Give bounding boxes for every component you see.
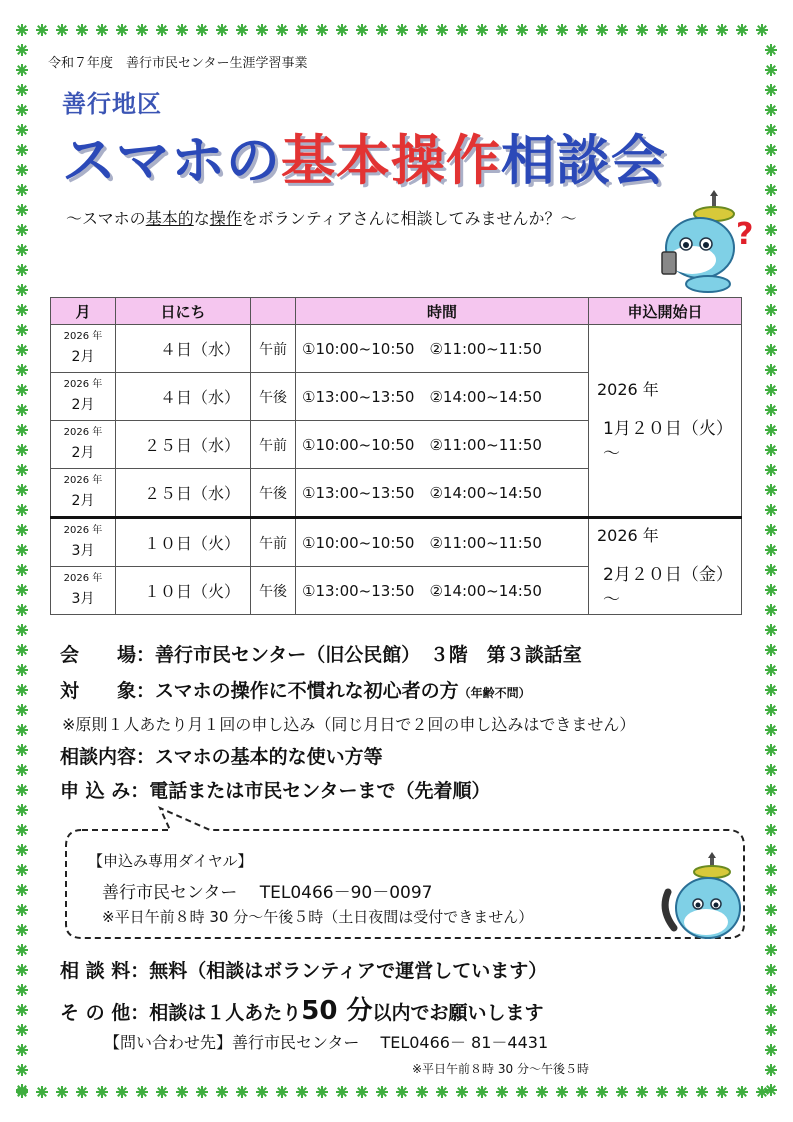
target-line bbox=[60, 676, 531, 703]
border-star-icon bbox=[16, 624, 28, 636]
other-big: 50 分 bbox=[301, 996, 373, 1026]
border-star-icon bbox=[765, 104, 777, 116]
border-star-icon bbox=[16, 984, 28, 996]
border-star-icon bbox=[16, 1024, 28, 1036]
border-star-icon bbox=[376, 1086, 388, 1098]
start-year: 2026 年 bbox=[597, 526, 659, 545]
border-star-icon bbox=[16, 284, 28, 296]
border-star-icon bbox=[356, 1086, 368, 1098]
border-star-icon bbox=[16, 804, 28, 816]
border-star-icon bbox=[16, 844, 28, 856]
ampm-cell: 午前 bbox=[251, 325, 296, 373]
border-star-icon bbox=[16, 404, 28, 416]
border-star-icon bbox=[316, 24, 328, 36]
month-cell bbox=[51, 373, 116, 421]
year-text: 2026 年 bbox=[63, 525, 103, 536]
dial-title: 【申込み専用ダイヤル】 bbox=[88, 852, 253, 870]
border-star-icon bbox=[696, 24, 708, 36]
border-star-icon bbox=[16, 244, 28, 256]
venue-line: 会 場：善行市民センター（旧公民館） ３階 第３談話室 bbox=[60, 644, 582, 666]
border-star-icon bbox=[16, 664, 28, 676]
border-star-icon bbox=[16, 1044, 28, 1056]
content-line: 相談内容：スマホの基本的な使い方等 bbox=[60, 746, 383, 768]
border-star-icon bbox=[296, 1086, 308, 1098]
month-text: 3月 bbox=[71, 591, 95, 607]
border-star-icon bbox=[16, 144, 28, 156]
border-star-icon bbox=[456, 24, 468, 36]
border-star-icon bbox=[536, 24, 548, 36]
border-star-icon bbox=[765, 84, 777, 96]
month-cell bbox=[51, 469, 116, 518]
month-cell bbox=[51, 325, 116, 373]
border-star-icon bbox=[656, 24, 668, 36]
border-star-icon bbox=[765, 424, 777, 436]
border-star-icon bbox=[765, 144, 777, 156]
border-star-icon bbox=[765, 884, 777, 896]
border-star-icon bbox=[476, 1086, 488, 1098]
other-post: 以内でお願いします bbox=[372, 1002, 544, 1024]
border-star-icon bbox=[716, 24, 728, 36]
border-star-icon bbox=[16, 444, 28, 456]
border-star-icon bbox=[596, 24, 608, 36]
border-star-icon bbox=[516, 1086, 528, 1098]
border-star-icon bbox=[156, 24, 168, 36]
border-star-icon bbox=[765, 1024, 777, 1036]
border-star-icon bbox=[765, 564, 777, 576]
border-star-icon bbox=[116, 1086, 128, 1098]
border-star-icon bbox=[596, 1086, 608, 1098]
border-star-icon bbox=[16, 684, 28, 696]
border-star-icon bbox=[56, 24, 68, 36]
border-star-icon bbox=[765, 164, 777, 176]
time-cell: ①10:00~10:50 ②11:00~11:50 bbox=[296, 518, 589, 567]
ampm-cell: 午前 bbox=[251, 518, 296, 567]
border-star-icon bbox=[765, 444, 777, 456]
border-star-icon bbox=[16, 204, 28, 216]
border-star-icon bbox=[116, 24, 128, 36]
border-star-icon bbox=[516, 24, 528, 36]
target-text: 対 象：スマホの操作に不慣れな初心者の方 bbox=[60, 680, 459, 702]
border-star-icon bbox=[616, 1086, 628, 1098]
day-cell: ２５日（水） bbox=[116, 469, 251, 518]
border-star-icon bbox=[765, 224, 777, 236]
border-star-icon bbox=[736, 24, 748, 36]
border-star-icon bbox=[16, 424, 28, 436]
border-star-icon bbox=[765, 124, 777, 136]
border-star-icon bbox=[765, 1084, 777, 1096]
border-star-icon bbox=[16, 524, 28, 536]
border-star-icon bbox=[765, 204, 777, 216]
dial-tel: 善行市民センター TEL0466－90－0097 bbox=[102, 883, 433, 903]
border-star-icon bbox=[765, 924, 777, 936]
border-star-icon bbox=[96, 1086, 108, 1098]
mascot-thinking-illustration bbox=[648, 188, 760, 294]
border-star-icon bbox=[765, 284, 777, 296]
border-star-icon bbox=[16, 564, 28, 576]
border-star-icon bbox=[96, 24, 108, 36]
border-star-icon bbox=[16, 264, 28, 276]
border-star-icon bbox=[765, 704, 777, 716]
day-cell: １０日（火） bbox=[116, 567, 251, 615]
rule-note: ※原則１人あたり月１回の申し込み（同じ月日で２回の申し込みはできません） bbox=[62, 715, 636, 734]
border-star-icon bbox=[616, 24, 628, 36]
border-star-icon bbox=[16, 184, 28, 196]
border-star-icon bbox=[416, 24, 428, 36]
border-star-icon bbox=[765, 724, 777, 736]
subtitle bbox=[66, 206, 576, 229]
border-star-icon bbox=[396, 24, 408, 36]
border-star-icon bbox=[16, 544, 28, 556]
border-star-icon bbox=[765, 1044, 777, 1056]
time-cell: ①13:00~13:50 ②14:00~14:50 bbox=[296, 567, 589, 615]
border-star-icon bbox=[496, 24, 508, 36]
border-star-icon bbox=[336, 1086, 348, 1098]
page-title bbox=[62, 118, 666, 195]
border-star-icon bbox=[736, 1086, 748, 1098]
border-star-icon bbox=[765, 584, 777, 596]
border-star-icon bbox=[765, 344, 777, 356]
border-star-icon bbox=[136, 24, 148, 36]
border-star-icon bbox=[416, 1086, 428, 1098]
border-star-icon bbox=[176, 24, 188, 36]
border-star-icon bbox=[765, 864, 777, 876]
border-star-icon bbox=[156, 1086, 168, 1098]
table-row bbox=[51, 518, 742, 567]
border-star-icon bbox=[765, 744, 777, 756]
title-part-3: 相談会 bbox=[500, 129, 666, 192]
border-star-icon bbox=[765, 824, 777, 836]
month-text: 2月 bbox=[71, 445, 95, 461]
border-star-icon bbox=[16, 704, 28, 716]
day-cell: ４日（水） bbox=[116, 325, 251, 373]
border-star-icon bbox=[336, 24, 348, 36]
border-star-icon bbox=[556, 24, 568, 36]
time-cell: ①13:00~13:50 ②14:00~14:50 bbox=[296, 373, 589, 421]
border-star-icon bbox=[696, 1086, 708, 1098]
border-star-icon bbox=[16, 764, 28, 776]
month-text: 2月 bbox=[71, 493, 95, 509]
month-cell bbox=[51, 518, 116, 567]
border-star-icon bbox=[76, 1086, 88, 1098]
start-date: 1月２０日（火）～ bbox=[603, 419, 733, 464]
border-star-icon bbox=[16, 924, 28, 936]
border-star-icon bbox=[765, 504, 777, 516]
fee-line: 相 談 料：無料（相談はボランティアで運営しています） bbox=[60, 960, 548, 982]
year-text: 2026 年 bbox=[63, 379, 103, 390]
border-star-icon bbox=[16, 464, 28, 476]
subtitle-mid: な bbox=[193, 209, 210, 228]
border-star-icon bbox=[36, 24, 48, 36]
border-star-icon bbox=[765, 404, 777, 416]
border-star-icon bbox=[16, 84, 28, 96]
border-star-icon bbox=[765, 944, 777, 956]
border-star-icon bbox=[765, 184, 777, 196]
time-cell: ①10:00~10:50 ②11:00~11:50 bbox=[296, 421, 589, 469]
border-star-icon bbox=[16, 724, 28, 736]
border-star-icon bbox=[16, 1064, 28, 1076]
col-header-ampm bbox=[251, 298, 296, 325]
border-star-icon bbox=[765, 384, 777, 396]
year-text: 2026 年 bbox=[63, 331, 103, 342]
border-star-icon bbox=[296, 24, 308, 36]
border-star-icon bbox=[136, 1086, 148, 1098]
subtitle-underline-1: 基本的 bbox=[145, 209, 194, 228]
border-star-icon bbox=[765, 1064, 777, 1076]
border-star-icon bbox=[256, 24, 268, 36]
border-star-icon bbox=[636, 24, 648, 36]
border-star-icon bbox=[16, 384, 28, 396]
hours-note: ※平日午前８時 30 分～午後５時 bbox=[412, 1062, 589, 1076]
col-header-start: 申込開始日 bbox=[589, 298, 742, 325]
year-text: 2026 年 bbox=[63, 427, 103, 438]
border-star-icon bbox=[396, 1086, 408, 1098]
border-star-icon bbox=[765, 524, 777, 536]
program-label: 令和７年度 善行市民センター生涯学習事業 bbox=[48, 56, 308, 71]
border-star-icon bbox=[16, 304, 28, 316]
border-star-icon bbox=[456, 1086, 468, 1098]
border-star-icon bbox=[16, 1086, 28, 1098]
border-star-icon bbox=[16, 504, 28, 516]
border-star-icon bbox=[16, 124, 28, 136]
border-star-icon bbox=[356, 24, 368, 36]
border-star-icon bbox=[765, 604, 777, 616]
day-cell: ２５日（水） bbox=[116, 421, 251, 469]
district-label: 善行地区 bbox=[62, 90, 162, 118]
border-star-icon bbox=[765, 1004, 777, 1016]
border-star-icon bbox=[16, 64, 28, 76]
border-star-icon bbox=[576, 24, 588, 36]
border-star-icon bbox=[16, 104, 28, 116]
border-star-icon bbox=[496, 1086, 508, 1098]
day-cell: １０日（火） bbox=[116, 518, 251, 567]
border-star-icon bbox=[16, 44, 28, 56]
ampm-cell: 午後 bbox=[251, 373, 296, 421]
contact-line: 【問い合わせ先】善行市民センター TEL0466－ 81－4431 bbox=[104, 1033, 549, 1052]
border-star-icon bbox=[436, 24, 448, 36]
border-star-icon bbox=[216, 1086, 228, 1098]
border-star-icon bbox=[765, 464, 777, 476]
border-star-icon bbox=[765, 844, 777, 856]
border-star-icon bbox=[436, 1086, 448, 1098]
col-header-month: 月 bbox=[51, 298, 116, 325]
border-star-icon bbox=[256, 1086, 268, 1098]
border-star-icon bbox=[276, 1086, 288, 1098]
border-star-icon bbox=[56, 1086, 68, 1098]
year-text: 2026 年 bbox=[63, 573, 103, 584]
border-star-icon bbox=[765, 544, 777, 556]
border-star-icon bbox=[536, 1086, 548, 1098]
border-star-icon bbox=[16, 964, 28, 976]
year-text: 2026 年 bbox=[63, 475, 103, 486]
border-star-icon bbox=[376, 24, 388, 36]
border-star-icon bbox=[16, 324, 28, 336]
title-part-1: スマホの bbox=[62, 129, 281, 192]
col-header-time: 時間 bbox=[296, 298, 589, 325]
border-star-icon bbox=[765, 624, 777, 636]
schedule-table bbox=[50, 297, 742, 615]
border-star-icon bbox=[216, 24, 228, 36]
month-text: 2月 bbox=[71, 397, 95, 413]
dial-note: ※平日午前８時 30 分～午後５時（土日夜間は受付できません） bbox=[102, 908, 534, 926]
subtitle-post: をボランティアさんに相談してみませんか？～ bbox=[241, 209, 577, 228]
border-star-icon bbox=[16, 944, 28, 956]
border-star-icon bbox=[16, 164, 28, 176]
border-star-icon bbox=[196, 24, 208, 36]
border-star-icon bbox=[765, 684, 777, 696]
col-header-date: 日にち bbox=[116, 298, 251, 325]
border-star-icon bbox=[16, 364, 28, 376]
border-star-icon bbox=[476, 24, 488, 36]
border-star-icon bbox=[16, 744, 28, 756]
start-date: 2月２０日（金）～ bbox=[603, 565, 733, 610]
border-star-icon bbox=[236, 24, 248, 36]
apply-line: 申 込 み：電話または市民センターまで（先着順） bbox=[60, 780, 491, 802]
month-text: 3月 bbox=[71, 543, 95, 559]
border-star-icon bbox=[765, 904, 777, 916]
time-cell: ①13:00~13:50 ②14:00~14:50 bbox=[296, 469, 589, 518]
other-line bbox=[60, 990, 543, 1027]
border-star-icon bbox=[16, 884, 28, 896]
border-star-icon bbox=[16, 584, 28, 596]
border-star-icon bbox=[765, 644, 777, 656]
subtitle-pre: ～スマホの bbox=[66, 209, 146, 228]
border-star-icon bbox=[676, 24, 688, 36]
border-star-icon bbox=[765, 804, 777, 816]
target-note: （年齢不問） bbox=[458, 686, 531, 700]
border-star-icon bbox=[76, 24, 88, 36]
border-star-icon bbox=[16, 344, 28, 356]
border-star-icon bbox=[576, 1086, 588, 1098]
border-star-icon bbox=[765, 364, 777, 376]
border-star-icon bbox=[765, 484, 777, 496]
border-star-icon bbox=[765, 44, 777, 56]
border-star-icon bbox=[16, 824, 28, 836]
border-star-icon bbox=[765, 304, 777, 316]
border-star-icon bbox=[16, 1004, 28, 1016]
border-star-icon bbox=[16, 784, 28, 796]
border-star-icon bbox=[765, 964, 777, 976]
border-star-icon bbox=[316, 1086, 328, 1098]
time-cell: ①10:00~10:50 ②11:00~11:50 bbox=[296, 325, 589, 373]
border-star-icon bbox=[556, 1086, 568, 1098]
month-text: 2月 bbox=[71, 349, 95, 365]
border-star-icon bbox=[236, 1086, 248, 1098]
month-cell bbox=[51, 421, 116, 469]
border-star-icon bbox=[16, 904, 28, 916]
day-cell: ４日（水） bbox=[116, 373, 251, 421]
subtitle-underline-2: 操作 bbox=[209, 209, 242, 228]
start-year: 2026 年 bbox=[597, 380, 659, 399]
border-star-icon bbox=[16, 864, 28, 876]
border-star-icon bbox=[16, 644, 28, 656]
border-star-icon bbox=[16, 484, 28, 496]
svg-text:?: ? bbox=[736, 217, 754, 252]
border-star-icon bbox=[36, 1086, 48, 1098]
border-star-icon bbox=[16, 1084, 28, 1096]
other-pre: そ の 他：相談は１人あたり bbox=[60, 1002, 302, 1024]
border-star-icon bbox=[765, 324, 777, 336]
month-cell bbox=[51, 567, 116, 615]
border-star-icon bbox=[765, 244, 777, 256]
border-star-icon bbox=[765, 264, 777, 276]
ampm-cell: 午前 bbox=[251, 421, 296, 469]
border-star-icon bbox=[765, 984, 777, 996]
mascot-phone-illustration bbox=[650, 852, 750, 952]
border-star-icon bbox=[756, 24, 768, 36]
border-star-icon bbox=[765, 764, 777, 776]
start-date-cell bbox=[589, 518, 742, 615]
border-star-icon bbox=[16, 24, 28, 36]
border-star-icon bbox=[16, 604, 28, 616]
border-star-icon bbox=[636, 1086, 648, 1098]
border-star-icon bbox=[196, 1086, 208, 1098]
ampm-cell: 午後 bbox=[251, 469, 296, 518]
border-star-icon bbox=[276, 24, 288, 36]
border-star-icon bbox=[765, 664, 777, 676]
start-date-cell bbox=[589, 325, 742, 518]
border-star-icon bbox=[765, 64, 777, 76]
border-star-icon bbox=[765, 784, 777, 796]
ampm-cell: 午後 bbox=[251, 567, 296, 615]
border-star-icon bbox=[176, 1086, 188, 1098]
title-part-2: 基本操作 bbox=[280, 129, 501, 192]
border-star-icon bbox=[656, 1086, 668, 1098]
border-star-icon bbox=[16, 224, 28, 236]
border-star-icon bbox=[756, 1086, 768, 1098]
table-row bbox=[51, 325, 742, 373]
border-star-icon bbox=[676, 1086, 688, 1098]
border-star-icon bbox=[716, 1086, 728, 1098]
